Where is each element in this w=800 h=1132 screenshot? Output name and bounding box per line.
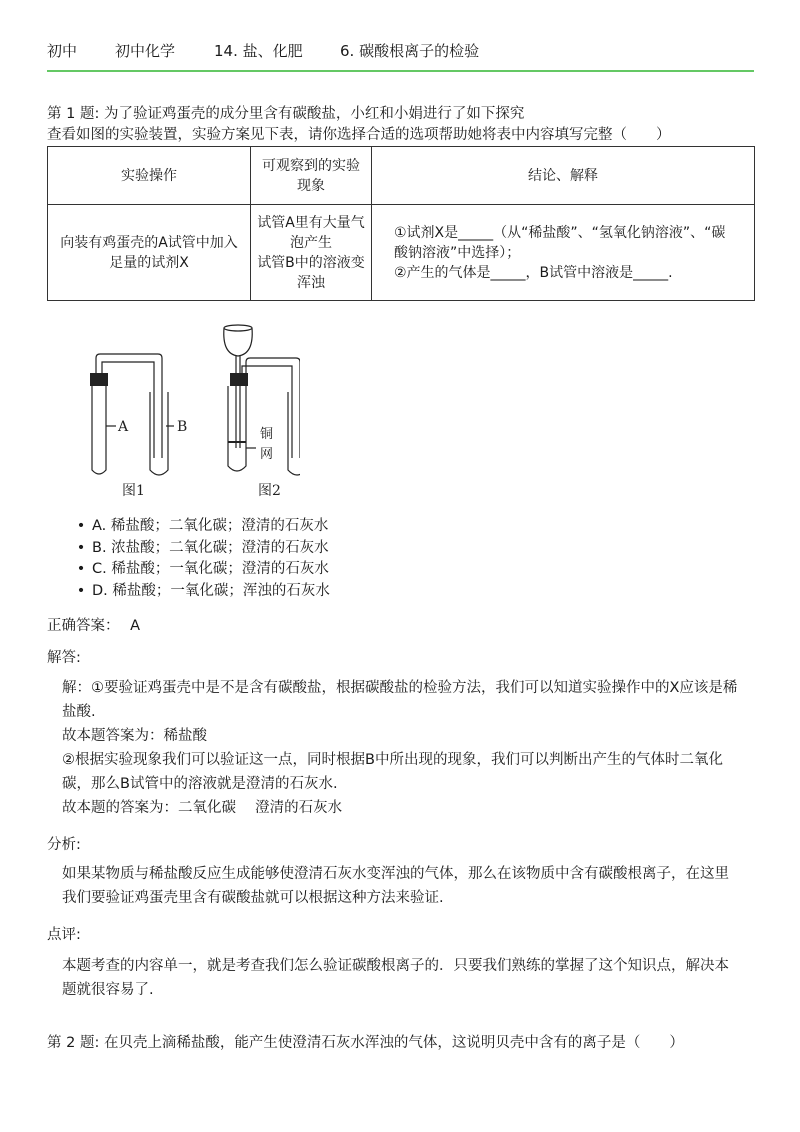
table-row [48,205,755,301]
figure-2-caption: 图2 [258,483,281,499]
analysis-label: 分析: [47,837,81,853]
table-header-operation: 实验操作 [48,147,251,205]
table-header-phenomenon: 可观察到的实验现象 [251,147,372,205]
solution-line-1: 解：①要验证鸡蛋壳中是不是含有碳酸盐，根据碳酸盐的检验方法，我们可以知道实验操作中的X应该是稀盐酸. [62,680,738,720]
conclusion-line-2: ②产生的气体是_____，B试管中溶液是_____. [394,264,673,281]
solution-line-2: 故本题答案为：稀盐酸 [62,728,207,744]
question-1-title: 第 1 题: 为了验证鸡蛋壳的成分里含有碳酸盐，小红和小娟进行了如下探究 [47,106,525,122]
breadcrumb-unit[interactable]: 14. 盐、化肥 [214,42,303,60]
correct-answer-value: A [130,618,141,634]
header-divider [47,70,754,72]
copper-mesh-label-1: 铜 [260,427,274,442]
conclusion-line-1: ①试剂X是_____（从“稀盐酸”、“氢氧化钠溶液”、“碳酸钠溶液”中选择）； [394,224,726,261]
solution-text [62,676,742,820]
correct-answer-label: 正确答案： [47,618,120,634]
breadcrumb-topic[interactable]: 6. 碳酸根离子的检验 [340,42,480,60]
breadcrumb [47,40,754,62]
phenomenon-line-2: 试管B中的溶液变浑浊 [257,254,365,291]
question-1-subtitle: 查看如图的实验装置，实验方案见下表，请你选择合适的选项帮助她将表中内容填写完整（ ） [47,127,671,143]
label-b: B [177,419,188,435]
apparatus-figure [70,318,300,504]
figure-1-apparatus [90,354,174,475]
option-a[interactable]: • A. 稀盐酸；二氧化碳；澄清的石灰水 [70,516,330,538]
label-a: A [118,419,129,435]
analysis-text: 如果某物质与稀盐酸反应生成能够使澄清石灰水变浑浊的气体，那么在该物质中含有碳酸根离子，在这里我们要验证鸡蛋壳里含有碳酸盐就可以根据这种方法来验证. [62,866,729,906]
option-c[interactable]: • C. 稀盐酸；一氧化碳；澄清的石灰水 [70,559,330,581]
breadcrumb-subject[interactable]: 初中化学 [115,42,176,60]
solution-line-4: 故本题的答案为：二氧化碳 澄清的石灰水 [62,800,343,816]
correct-answer [47,614,140,635]
experiment-table [47,146,755,301]
solution-label: 解答: [47,650,81,666]
solution-line-3: ②根据实验现象我们可以验证这一点，同时根据B中所出现的现象，我们可以判断出产生的气体时二氧化碳，那么B试管中的溶液就是澄清的石灰水. [62,752,723,792]
option-d[interactable]: • D. 稀盐酸；一氧化碳；浑浊的石灰水 [70,581,330,603]
copper-mesh-label-2: 网 [260,447,274,462]
table-header-row [48,147,755,205]
question-2-title: 第 2 题: 在贝壳上滴稀盐酸，能产生使澄清石灰水浑浊的气体，这说明贝壳中含有的离子是（ ） [47,1035,684,1051]
comment-label: 点评: [47,927,81,943]
answer-options [70,516,330,602]
figure-1-caption: 图1 [122,483,145,499]
table-cell-phenomenon [251,205,372,301]
comment-text: 本题考查的内容单一，就是考查我们怎么验证碳酸根离子的．只要我们熟练的掌握了这个知识点，解决本题就很容易了. [62,958,729,998]
table-header-conclusion: 结论、解释 [372,147,755,205]
breadcrumb-level[interactable]: 初中 [47,42,78,60]
option-b[interactable]: • B. 浓盐酸；二氧化碳；澄清的石灰水 [70,538,330,560]
table-cell-operation: 向装有鸡蛋壳的A试管中加入足量的试剂X [48,205,251,301]
phenomenon-line-1: 试管A里有大量气泡产生 [257,214,365,251]
table-cell-conclusion [372,205,755,301]
